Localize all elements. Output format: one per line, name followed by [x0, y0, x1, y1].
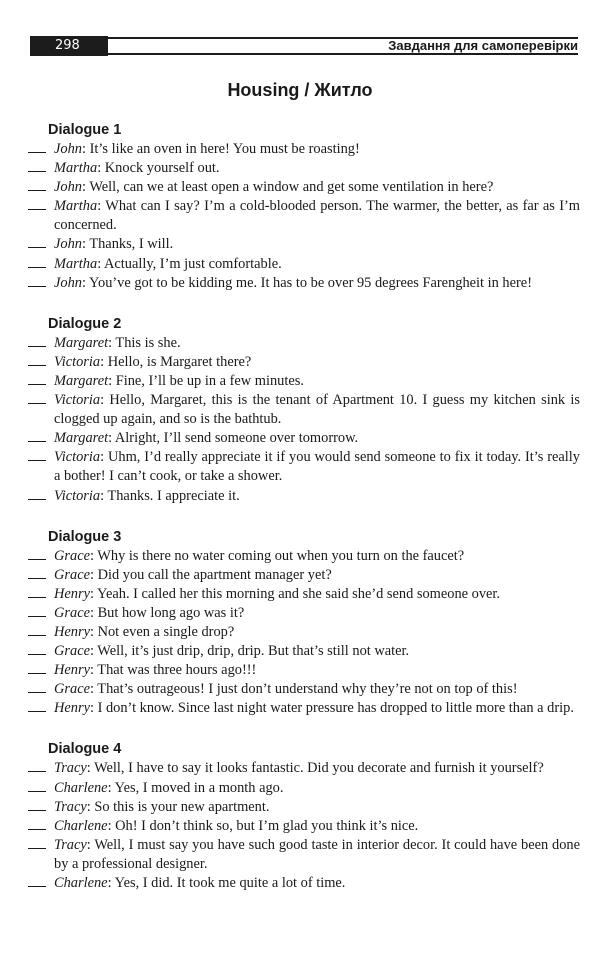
- speaker-name: Tracy: [54, 836, 87, 853]
- answer-blank[interactable]: [28, 623, 46, 636]
- utterance-text: : Actually, I’m just comfortable.: [97, 255, 282, 272]
- dialogue-line: [28, 817, 580, 836]
- answer-blank[interactable]: [28, 334, 46, 347]
- dialogue-line: [28, 178, 580, 197]
- utterance-text: : Why is there no water coming out when you turn on the faucet?: [89, 547, 465, 564]
- utterance-text: : Knock yourself out.: [97, 160, 220, 177]
- speaker-name: Martha: [54, 198, 98, 215]
- utterance-text: : Oh! I don’t think so, but I’m glad you think it’s nice.: [107, 817, 419, 834]
- dialogue-line: [28, 140, 580, 159]
- answer-blank[interactable]: [28, 566, 46, 579]
- utterance-text: : Thanks, I will.: [81, 236, 174, 253]
- utterance-text: : Well, it’s just drip, drip, drip. But that’s still not water.: [89, 643, 410, 660]
- answer-blank[interactable]: [28, 140, 46, 153]
- answer-blank[interactable]: [28, 642, 46, 655]
- utterance-text: : Fine, I’ll be up in a few minutes.: [108, 372, 304, 389]
- speaker-name: Margaret: [54, 372, 109, 389]
- speaker-name: Henry: [54, 623, 90, 640]
- speaker-name: John: [54, 141, 82, 157]
- speaker-name: Grace: [54, 643, 90, 660]
- speaker-name: Henry: [54, 662, 90, 679]
- answer-blank[interactable]: [28, 604, 46, 617]
- dialogue-line: [28, 372, 580, 391]
- dialogue-line: [28, 874, 580, 893]
- speaker-name: Margaret: [54, 334, 109, 351]
- utterance-text: : It’s like an oven in here! You must be roasting!: [81, 141, 360, 157]
- dialogue-heading: Dialogue 4: [48, 741, 122, 758]
- speaker-name: Margaret: [54, 430, 109, 447]
- dialogue-line: [28, 642, 580, 661]
- speaker-name: Charlene: [54, 817, 108, 834]
- dialogue-line: [28, 566, 580, 585]
- answer-blank[interactable]: [28, 661, 46, 674]
- speaker-name: Grace: [54, 566, 90, 583]
- utterance-text: : Uhm, I’d really appreciate it if you would send someone to fix it today. It’s really a bother! I can’t cook, or take a shower.: [54, 449, 580, 485]
- dialogue-line: [28, 759, 580, 778]
- utterance-text: : What can I say? I’m a cold-blooded person. The warmer, the better, as far as I’m concerned.: [54, 198, 580, 234]
- dialogue-line: [28, 585, 580, 604]
- speaker-name: Victoria: [54, 353, 101, 370]
- speaker-name: Martha: [54, 160, 98, 177]
- utterance-text: : I don’t know. Since last night water pressure has dropped to little more than a drip.: [89, 700, 574, 717]
- speaker-name: Henry: [54, 585, 90, 602]
- speaker-name: John: [54, 179, 82, 196]
- dialogue-4: [28, 739, 580, 893]
- answer-blank[interactable]: [28, 547, 46, 560]
- dialogue-line: [28, 391, 580, 429]
- utterance-text: : That’s outrageous! I just don’t understand why they’re not on top of this!: [89, 681, 518, 698]
- answer-blank[interactable]: [28, 353, 46, 366]
- dialogue-line: [28, 448, 580, 486]
- answer-blank[interactable]: [28, 255, 46, 268]
- dialogue-line: [28, 274, 580, 293]
- utterance-text: : Yeah. I called her this morning and she said she’d send someone over.: [89, 585, 501, 602]
- speaker-name: Tracy: [54, 760, 87, 777]
- utterance-text: : You’ve got to be kidding me. It has to be over 95 degrees Farengheit in here!: [81, 274, 532, 291]
- dialogues-container: [28, 120, 580, 914]
- utterance-text: : Not even a single drop?: [89, 623, 235, 640]
- speaker-name: Victoria: [54, 449, 101, 466]
- dialogue-line: [28, 353, 580, 372]
- dialogue-line: [28, 547, 580, 566]
- page-title: Housing / Житло: [227, 80, 373, 100]
- dialogue-line: [28, 699, 580, 718]
- answer-blank[interactable]: [28, 817, 46, 830]
- answer-blank[interactable]: [28, 235, 46, 248]
- speaker-name: Victoria: [54, 392, 101, 409]
- utterance-text: : Hello, Margaret, this is the tenant of Apartment 10. I guess my kitchen sink is clogged up again, and so is the bathtub.: [54, 392, 580, 428]
- speaker-name: Grace: [54, 604, 90, 621]
- answer-blank[interactable]: [28, 836, 46, 849]
- dialogue-line: [28, 197, 580, 235]
- section-title: Завдання для самоперевірки: [388, 38, 578, 53]
- answer-blank[interactable]: [28, 274, 46, 287]
- utterance-text: : But how long ago was it?: [89, 604, 245, 621]
- answer-blank[interactable]: [28, 487, 46, 500]
- dialogue-line: [28, 604, 580, 623]
- utterance-text: : So this is your new apartment.: [86, 798, 270, 815]
- dialogue-heading: Dialogue 2: [48, 315, 122, 332]
- dialogue-2: [28, 314, 580, 506]
- speaker-name: Charlene: [54, 779, 108, 796]
- answer-blank[interactable]: [28, 159, 46, 172]
- speaker-name: John: [54, 236, 82, 253]
- speaker-name: Victoria: [54, 487, 101, 504]
- dialogue-line: [28, 836, 580, 874]
- dialogue-heading: Dialogue 3: [48, 528, 122, 545]
- dialogue-line: [28, 159, 580, 178]
- answer-blank[interactable]: [28, 585, 46, 598]
- speaker-name: Charlene: [54, 875, 108, 891]
- utterance-text: : Hello, is Margaret there?: [100, 353, 252, 370]
- speaker-name: Grace: [54, 681, 90, 698]
- answer-blank[interactable]: [28, 372, 46, 385]
- dialogue-1: [28, 120, 580, 293]
- answer-blank[interactable]: [28, 874, 46, 887]
- page-header: [30, 36, 578, 56]
- utterance-text: : Thanks. I appreciate it.: [100, 487, 240, 504]
- answer-blank[interactable]: [28, 759, 46, 772]
- utterance-text: : Yes, I did. It took me quite a lot of time.: [107, 875, 346, 891]
- utterance-text: : Well, I must say you have such good taste in interior decor. It could have been done by a professional designer.: [54, 836, 580, 872]
- utterance-text: : This is she.: [108, 334, 181, 351]
- dialogue-line: [28, 255, 580, 274]
- speaker-name: Grace: [54, 547, 90, 564]
- dialogue-line: [28, 429, 580, 448]
- dialogue-3: [28, 527, 580, 719]
- dialogue-line: [28, 623, 580, 642]
- dialogue-line: [28, 487, 580, 506]
- dialogue-line: [28, 661, 580, 680]
- speaker-name: Tracy: [54, 798, 87, 815]
- speaker-name: Martha: [54, 255, 98, 272]
- page-number: 298: [30, 36, 108, 56]
- utterance-text: : Did you call the apartment manager yet?: [89, 566, 332, 583]
- answer-blank[interactable]: [28, 680, 46, 693]
- utterance-text: : Well, I have to say it looks fantastic. Did you decorate and furnish it yourself?: [86, 760, 544, 777]
- dialogue-line: [28, 680, 580, 699]
- answer-blank[interactable]: [28, 391, 46, 404]
- answer-blank[interactable]: [28, 178, 46, 191]
- utterance-text: : Alright, I’ll send someone over tomorrow.: [108, 430, 359, 447]
- utterance-text: : Well, can we at least open a window and get some ventilation in here?: [81, 179, 494, 196]
- answer-blank[interactable]: [28, 779, 46, 792]
- dialogue-line: [28, 334, 580, 353]
- dialogue-heading: Dialogue 1: [48, 122, 122, 138]
- answer-blank[interactable]: [28, 699, 46, 712]
- answer-blank[interactable]: [28, 197, 46, 210]
- speaker-name: John: [54, 274, 82, 291]
- dialogue-line: [28, 235, 580, 254]
- speaker-name: Henry: [54, 700, 90, 717]
- answer-blank[interactable]: [28, 448, 46, 461]
- answer-blank[interactable]: [28, 798, 46, 811]
- dialogue-line: [28, 779, 580, 798]
- answer-blank[interactable]: [28, 429, 46, 442]
- utterance-text: : That was three hours ago!!!: [89, 662, 257, 679]
- dialogue-line: [28, 798, 580, 817]
- utterance-text: : Yes, I moved in a month ago.: [107, 779, 284, 796]
